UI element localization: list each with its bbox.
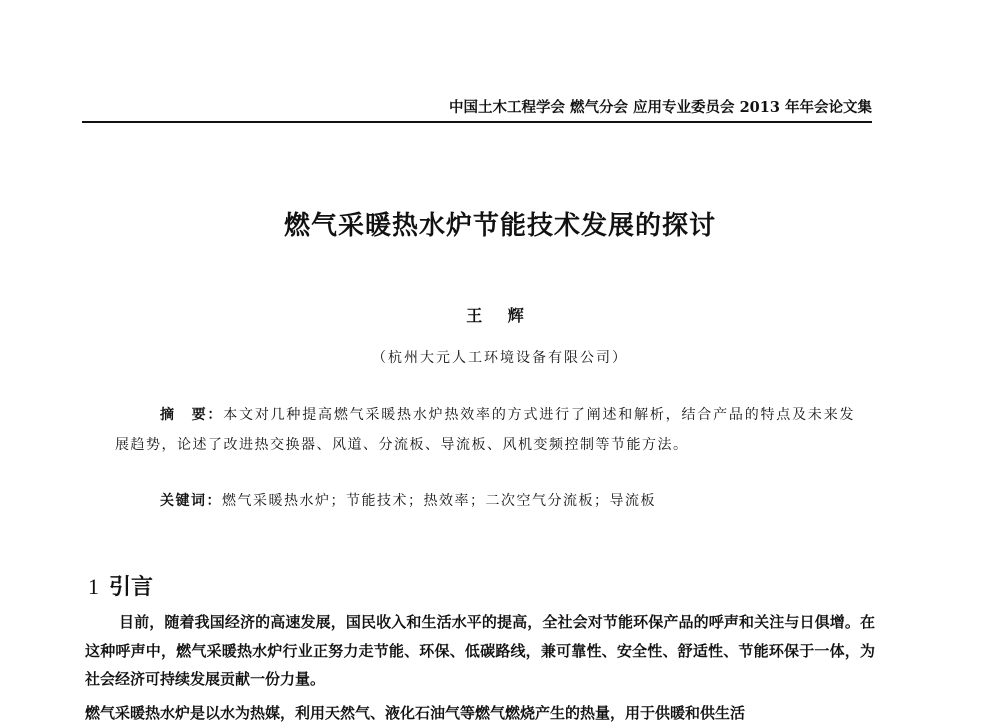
abstract-label: 摘 要： [160, 407, 224, 423]
body-paragraph: 目前，随着我国经济的高速发展，国民收入和生活水平的提高，全社会对节能环保产品的呼声和关注与日俱增。在这种呼声中，燃气采暖热水炉行业正努力走节能、环保、低碳路线，兼可靠性、安全性、舒适性、节能环保于一体，为社会经济可持续发展贡献一份力量。 [85, 613, 875, 688]
body-paragraph: 燃气采暖热水炉是以水为热媒，利用天然气、液化石油气等燃气燃烧产生的热量，用于供暖和供生活 [85, 704, 746, 722]
section-title: 引言 [109, 575, 154, 600]
keywords-text: 燃气采暖热水炉；节能技术；热效率；二次空气分流板；导流板 [222, 493, 656, 509]
keywords-label: 关键词： [160, 493, 222, 509]
author-affiliation: （杭州大元人工环境设备有限公司） [372, 350, 628, 366]
running-header: 中国土木工程学会 燃气分会 应用专业委员会 2013 年年会论文集 [448, 99, 872, 116]
section-number: 1 [88, 574, 99, 599]
author-name: 王 辉 [466, 306, 534, 325]
keywords [160, 490, 656, 510]
abstract-text: 本文对几种提高燃气采暖热水炉热效率的方式进行了阐述和解析，结合产品的特点及未来发展趋势，论述了改进热交换器、风道、分流板、导流板、风机变频控制等节能方法。 [115, 407, 856, 453]
section-heading [88, 570, 153, 601]
paper-title: 燃气采暖热水炉节能技术发展的探讨 [283, 211, 716, 241]
header-rule [82, 121, 872, 123]
abstract [115, 400, 855, 460]
